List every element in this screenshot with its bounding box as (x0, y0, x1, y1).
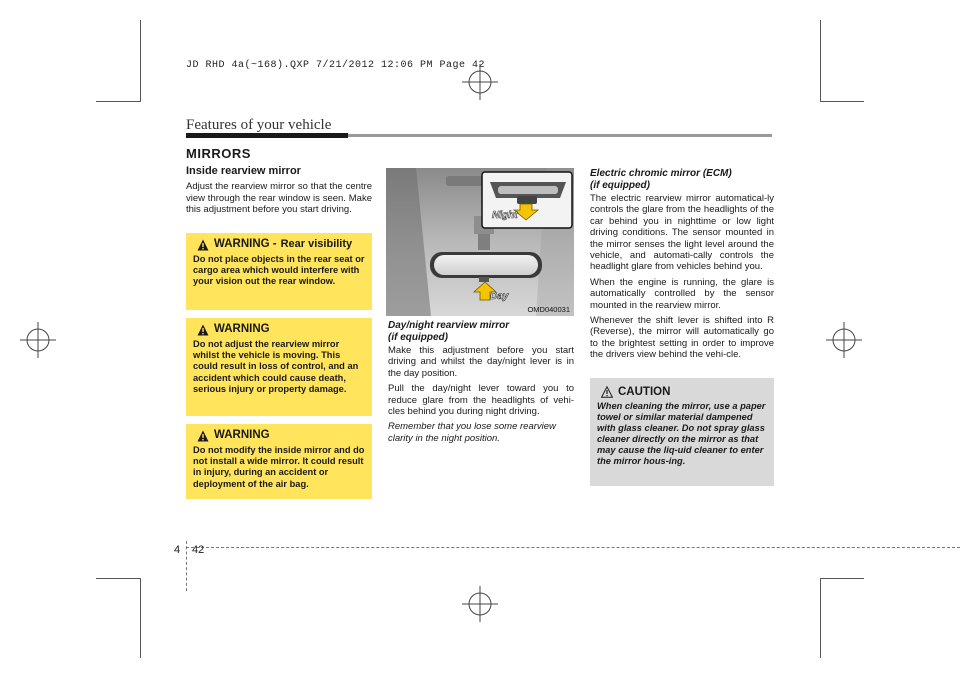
warning-icon (197, 239, 209, 251)
mirrors-heading: MIRRORS (186, 146, 251, 161)
warning-icon (197, 430, 209, 442)
footer-divider (186, 541, 188, 591)
caution-label: CAUTION (618, 385, 671, 398)
warning-label: WARNING - (214, 238, 277, 251)
chapter-number: 4 (174, 544, 181, 556)
right-column (590, 168, 774, 365)
ecm-text-3: Whenever the shift lever is shifted into R (Reverse), the mirror will automatically go to the brightest setting in order to improve the drivers view behind the vehi-cle. (590, 315, 774, 361)
caution-box (590, 378, 774, 486)
warning-label: WARNING (214, 429, 270, 442)
rearview-mirror-photo (386, 168, 574, 316)
section-title: Features of your vehicle (186, 117, 332, 133)
registration-mark-right (826, 322, 862, 358)
photo-caption: OMD040031 (527, 305, 570, 314)
caution-icon (601, 386, 613, 398)
mirror-illustration (386, 168, 574, 316)
warning-label-suffix: Rear visibility (280, 238, 353, 251)
day-label: Day (490, 291, 509, 302)
ecm-heading-line1: Electric chromic mirror (ECM) (590, 168, 732, 179)
warning-text: Do not modify the inside mirror and do not install a wide mirror. It could result in injury, during an accident or deployment of the air bag. (193, 445, 365, 489)
warning-box-adjust (186, 318, 372, 416)
warning-icon (197, 324, 209, 336)
warning-text: Do not adjust the rearview mirror whilst the vehicle is moving. This could result in loss of control, and an accident which could cause death, serious injury or property damage. (193, 339, 359, 394)
footer-rule (186, 547, 960, 548)
registration-mark-top (462, 64, 498, 100)
inside-mirror-text: Adjust the rearview mirror so that the centre view through the rear window is seen. Make this adjustment before you start driving. (186, 181, 372, 216)
warning-text: Do not place objects in the rear seat or cargo area which would interfere with your vision out the rear window. (193, 254, 365, 287)
day-night-heading-line1: Day/night rearview mirror (388, 320, 510, 331)
left-column (186, 166, 372, 220)
ecm-text-2: When the engine is running, the glare is automatically controlled by the sensor mounted in the rearview mirror. (590, 276, 774, 311)
day-night-note: Remember that you lose some rearview clarity in the night position. (388, 421, 556, 444)
day-night-text-1: Make this adjustment before you start driving and whilst the day/night lever is in the day position. (388, 345, 574, 379)
day-night-text-2: Pull the day/night lever toward you to reduce glare from the headlights of vehi-cles behind you during night driving. (388, 383, 574, 418)
warning-box-rear-visibility (186, 233, 372, 310)
caution-text: When cleaning the mirror, use a paper towel or similar material dampened with glass cleaner. Do not spray glass cleaner directly on the mirror as that may cause the liq-uid cleaner to enter the mirror hous-ing. (597, 401, 766, 466)
header-rule-accent (186, 133, 348, 138)
warning-label: WARNING (214, 323, 270, 336)
page-number: 42 (192, 544, 205, 556)
middle-column (388, 320, 574, 448)
registration-mark-bottom (462, 586, 498, 622)
warning-box-modify (186, 424, 372, 499)
inside-mirror-subhead: Inside rearview mirror (186, 165, 301, 177)
night-label: Night (492, 210, 518, 221)
ecm-heading-line2: (if equipped) (590, 180, 650, 191)
printer-slug: JD RHD 4a(~168).QXP 7/21/2012 12:06 PM Page 42 (186, 60, 486, 71)
day-night-heading-line2: (if equipped) (388, 332, 448, 343)
registration-mark-left (20, 322, 56, 358)
ecm-text-1: The electric rearview mirror automatical-ly controls the glare from the headlights of the car behind you in nighttime or low light driving conditions. The sensor mounted in the mirror senses the light level around the vehicle, and automati-cally controls the headlight glare from vehicles behind you. (590, 193, 774, 273)
